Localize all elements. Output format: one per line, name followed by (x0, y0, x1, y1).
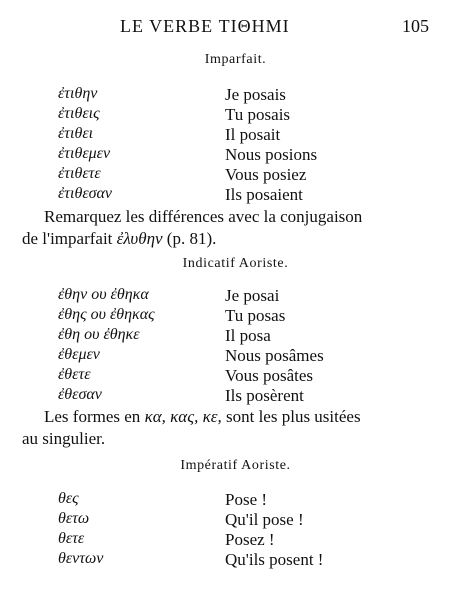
french-translation: Qu'il pose ! (225, 510, 304, 529)
french-translation: Tu posas (225, 306, 286, 325)
greek-form: ἐθην ου ἐθηκα (58, 286, 149, 303)
french-translation: Nous posions (225, 145, 318, 164)
greek-form: θετω (58, 510, 90, 527)
french-translation: Il posait (225, 125, 281, 144)
french-translation: Posez ! (225, 530, 275, 549)
table-row (58, 510, 418, 530)
french-translation: Vous posiez (225, 165, 307, 184)
french-translation: Il posa (225, 326, 271, 345)
conjugation-table-imperatif-aoriste (58, 490, 418, 570)
page-number: 105 (402, 16, 429, 36)
table-row (58, 306, 418, 326)
greek-inline: ἐλυθην (116, 229, 163, 248)
table-row (58, 550, 418, 570)
french-translation: Qu'ils posent ! (225, 550, 324, 569)
table-row (58, 386, 418, 406)
table-row (58, 185, 418, 205)
paragraph-text: sont les plus usitées (221, 407, 361, 426)
greek-form: θες (58, 490, 79, 507)
table-row (58, 346, 418, 366)
table-row (58, 366, 418, 386)
section-heading-indicatif-aoriste: Indicatif Aoriste. (182, 256, 289, 271)
conjugation-table-indicatif-aoriste (58, 286, 418, 406)
remark-paragraph-imparfait (22, 206, 429, 250)
table-row (58, 326, 418, 346)
section-heading-imparfait: Imparfait. (204, 52, 267, 67)
greek-form: ἐτιθεμεν (58, 145, 111, 162)
paragraph-text: Les formes en (44, 407, 145, 426)
greek-form: ἐθετε (58, 366, 91, 383)
paragraph-text: au singulier. (22, 429, 106, 448)
french-translation: Ils posaient (225, 185, 303, 204)
remark-paragraph-aoriste (22, 406, 429, 450)
table-row (58, 490, 418, 510)
section-heading-imperatif-aoriste: Impératif Aoriste. (180, 458, 291, 473)
table-row (58, 145, 418, 165)
greek-form: ἐθεμεν (58, 346, 100, 363)
table-row (58, 105, 418, 125)
french-translation: Nous posâmes (225, 346, 324, 365)
paragraph-line: Remarquez les différences avec la conjugaison (44, 207, 363, 226)
french-translation: Tu posais (225, 105, 291, 124)
paragraph-text: (p. 81). (162, 229, 217, 248)
french-translation: Je posai (225, 286, 280, 305)
greek-form: ἐτιθην (58, 85, 98, 102)
french-translation: Ils posèrent (225, 386, 304, 405)
greek-form: ἐθεσαν (58, 386, 102, 403)
greek-form: ἐτιθει (58, 125, 94, 142)
table-row (58, 85, 418, 105)
table-row (58, 125, 418, 145)
greek-form: θετε (58, 530, 85, 547)
greek-form: ἐτιθεις (58, 105, 100, 122)
greek-form: ἐτιθεσαν (58, 185, 113, 202)
paragraph-line (22, 406, 429, 428)
conjugation-table-imparfait (58, 85, 418, 205)
french-translation: Pose ! (225, 490, 268, 509)
greek-form: ἐτιθετε (58, 165, 101, 182)
greek-form: θεντων (58, 550, 104, 567)
greek-form: ἐθη ου ἐθηκε (58, 326, 140, 343)
greek-form: ἐθης ου ἐθηκας (58, 306, 155, 323)
paragraph-text: de l'imparfait (22, 229, 117, 248)
french-translation: Je posais (225, 85, 286, 104)
table-row (58, 286, 418, 306)
table-row (58, 165, 418, 185)
table-row (58, 530, 418, 550)
page-header (0, 16, 471, 46)
french-translation: Vous posâtes (225, 366, 313, 385)
greek-inline: κα, κας, κε, (144, 407, 222, 426)
page-title: LE VERBE ΤΙΘΗΜΙ (120, 16, 290, 36)
